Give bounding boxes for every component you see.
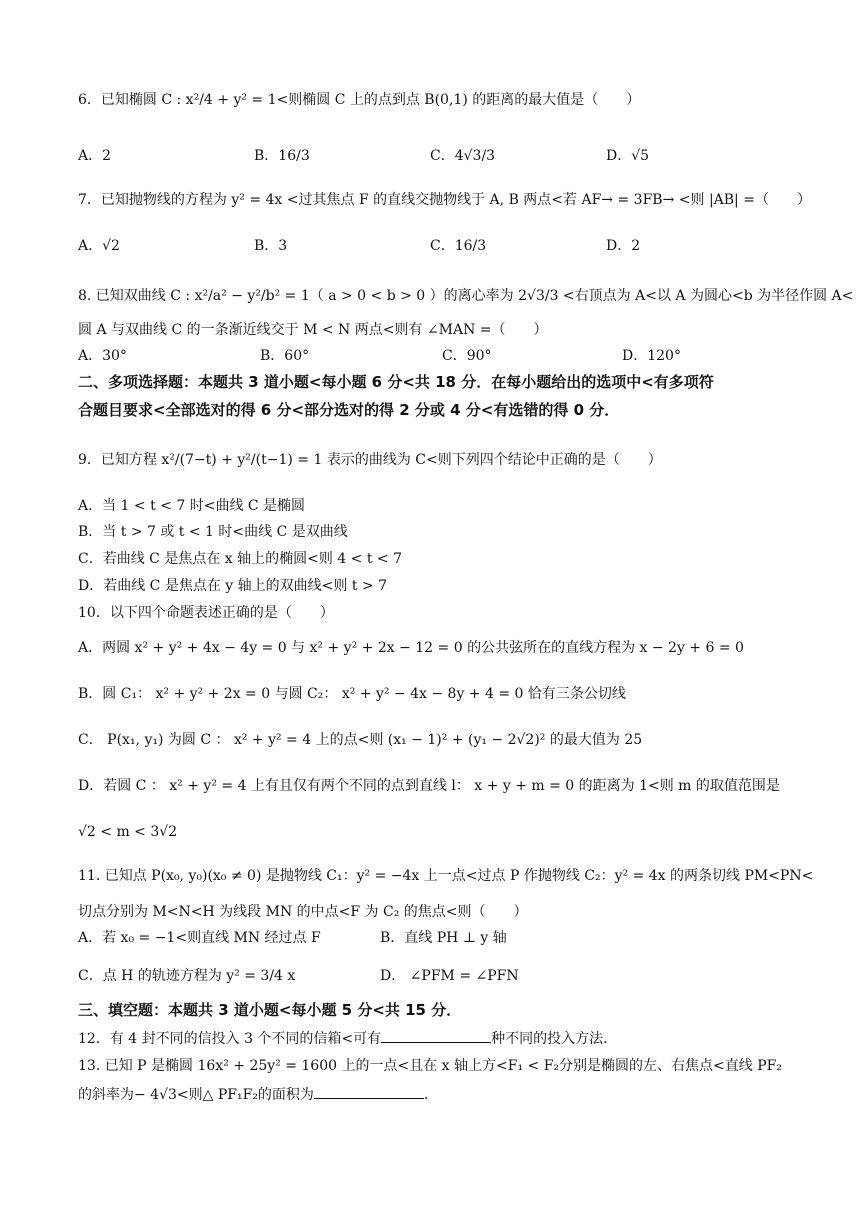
q9-option-c: C．若曲线 C 是焦点在 x 轴上的椭圆<则 4 < t < 7: [78, 551, 403, 567]
q13-text-after: ．: [423, 1087, 438, 1103]
q7-option-b: B．3: [254, 238, 288, 254]
q10-stem: 10．以下四个命题表述正确的是（ ）: [78, 605, 334, 621]
q6-option-b: B．16/3: [254, 148, 310, 164]
q13-text-before: 的斜率为− 4√3<则△ PF₁F₂的面积为: [78, 1087, 314, 1103]
q11-stem-line2: 切点分别为 M<N<H 为线段 MN 的中点<F 为 C₂ 的焦点<则（ ）: [78, 904, 528, 920]
q9-option-a: A．当 1 < t < 7 时<曲线 C 是椭圆: [78, 498, 306, 514]
q11-stem-line1: 11. 已知点 P(x₀, y₀)(x₀ ≠ 0) 是抛物线 C₁：y² = −4x 上一点<过点 P 作抛物线 C₂：y² = 4x 的两条切线 PM<PN<: [78, 868, 814, 884]
q11-option-c: C．点 H 的轨迹方程为 y² = 3/4 x: [78, 968, 296, 984]
q9-option-d: D．若曲线 C 是焦点在 y 轴上的双曲线<则 t > 7: [78, 578, 387, 594]
q10-option-b: B．圆 C₁： x² + y² + 2x = 0 与圆 C₂： x² + y² − 4x − 8y + 4 = 0 恰有三条公切线: [78, 686, 626, 702]
q6-option-d: D．√5: [606, 148, 650, 164]
q8-option-a: A．30°: [78, 348, 127, 364]
q11-option-a: A．若 x₀ = −1<则直线 MN 经过点 F: [78, 930, 321, 946]
section2-heading-line2: 合题目要求<全部选对的得 6 分<部分选对的得 2 分或 4 分<有选错的得 0 分．: [78, 401, 620, 419]
q7-option-d: D．2: [606, 238, 641, 254]
section2-heading-line1: 二、多项选择题：本题共 3 道小题<每小题 6 分<共 18 分．在每小题给出的选项中<有多项符: [78, 373, 714, 391]
q8-stem-line2: 圆 A 与双曲线 C 的一条渐近线交于 M < N 两点<则有 ∠MAN =（ ）: [78, 322, 548, 338]
q6-option-c: C．4√3/3: [430, 148, 496, 164]
q10-option-c: C． P(x₁, y₁) 为圆 C ： x² + y² = 4 上的点<则 (x₁ − 1)² + (y₁ − 2√2)² 的最大值为 25: [78, 732, 643, 748]
q10-option-a: A．两圆 x² + y² + 4x − 4y = 0 与 x² + y² + 2x − 12 = 0 的公共弦所在的直线方程为 x − 2y + 6 = 0: [78, 640, 744, 656]
q13-answer-blank[interactable]: [314, 1084, 424, 1099]
q7-stem: 7．已知抛物线的方程为 y² = 4x <过其焦点 F 的直线交抛物线于 A, B 两点<若 AF→ = 3FB→ <则 |AB| =（ ）: [78, 192, 811, 208]
q7-option-c: C．16/3: [430, 238, 487, 254]
q12-answer-blank[interactable]: [381, 1028, 491, 1043]
q8-option-c: C．90°: [442, 348, 492, 364]
q7-option-a: A．√2: [78, 238, 120, 254]
q8-stem-line1: 8. 已知双曲线 C : x²/a² − y²/b² = 1（ a > 0 < b > 0 ）的离心率为 2√3/3 <右顶点为 A<以 A 为圆心<b 为半径作圆 A<: [78, 288, 854, 304]
q6-stem: 6．已知椭圆 C : x²/4 + y² = 1<则椭圆 C 上的点到点 B(0,1) 的距离的最大值是（ ）: [78, 92, 641, 108]
q9-stem: 9．已知方程 x²/(7−t) + y²/(t−1) = 1 表示的曲线为 C<则下列四个结论中正确的是（ ）: [78, 452, 662, 468]
q11-option-b: B．直线 PH ⊥ y 轴: [380, 930, 507, 946]
q13-line1: 13. 已知 P 是椭圆 16x² + 25y² = 1600 上的一点<且在 x 轴上方<F₁ < F₂分别是椭圆的左、右焦点<直线 PF₂: [78, 1058, 782, 1074]
q12-text-after: 种不同的投入方法．: [491, 1031, 618, 1047]
q8-option-b: B．60°: [260, 348, 310, 364]
q12-line: [78, 1028, 820, 1049]
q12-text-before: 12．有 4 封不同的信投入 3 个不同的信箱<可有: [78, 1031, 382, 1047]
q10-option-d-line1: D．若圆 C ： x² + y² = 4 上有且仅有两个不同的点到直线 l： x + y + m = 0 的距离为 1<则 m 的取值范围是: [78, 778, 780, 794]
q6-option-a: A．2: [78, 148, 112, 164]
q10-option-d-line2: √2 < m < 3√2: [78, 824, 178, 840]
section3-heading: 三、填空题：本题共 3 道小题<每小题 5 分<共 15 分．: [78, 1001, 462, 1019]
q8-option-d: D．120°: [622, 348, 681, 364]
q11-option-d: D． ∠PFM = ∠PFN: [380, 968, 519, 984]
q9-option-b: B．当 t > 7 或 t < 1 时<曲线 C 是双曲线: [78, 524, 348, 540]
q13-line2: [78, 1084, 820, 1105]
